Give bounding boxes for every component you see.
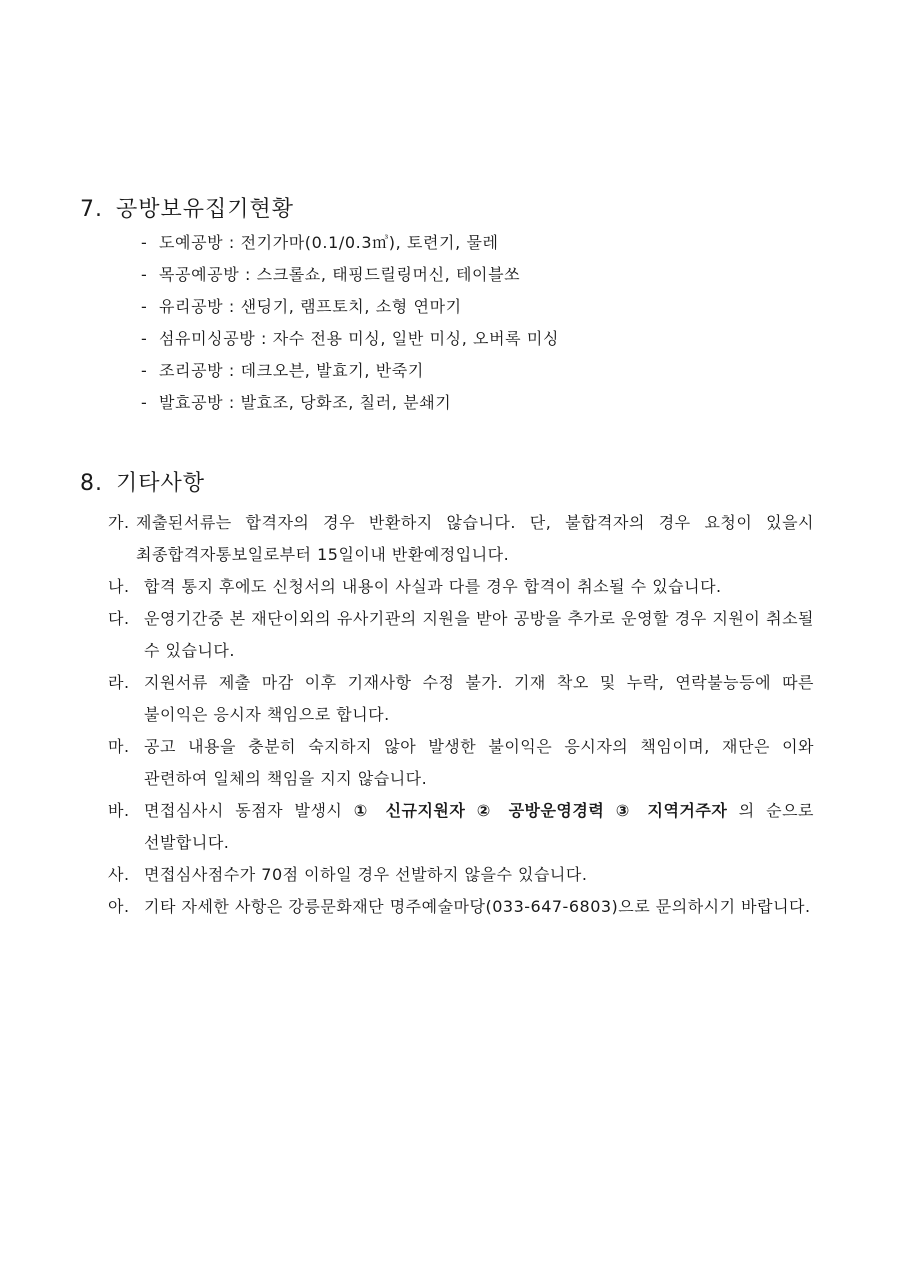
- note-text: 제출된서류는 합격자의 경우 반환하지 않습니다. 단, 불합격자의 경우 요청이 있을시 최종합격자통보일로부터 15일이내 반환예정입니다.: [136, 513, 814, 564]
- equipment-item: [141, 264, 559, 296]
- note-item: [108, 571, 814, 603]
- equipment-item-text: 목공예공방 : 스크롤쇼, 태핑드릴링머신, 테이블쏘: [159, 265, 521, 284]
- section-8-title: 기타사항: [116, 471, 206, 496]
- note-marker: 아.: [108, 897, 130, 916]
- equipment-item-text: 섬유미싱공방 : 자수 전용 미싱, 일반 미싱, 오버록 미싱: [159, 329, 560, 348]
- list-dash: -: [141, 329, 148, 348]
- note-item: [108, 603, 814, 667]
- equipment-item-text: 조리공방 : 데크오븐, 발효기, 반죽기: [159, 361, 424, 380]
- list-dash: -: [141, 233, 148, 252]
- note-item: [108, 859, 814, 891]
- note-item: [108, 731, 814, 795]
- note-text-tiebreak: [144, 795, 814, 859]
- note-text: 운영기간중 본 재단이외의 유사기관의 지원을 받아 공방을 추가로 운영할 경우 지원이 취소될 수 있습니다.: [144, 609, 814, 660]
- note-marker: 마.: [108, 737, 130, 756]
- note-text: 지원서류 제출 마감 이후 기재사항 수정 불가. 기재 착오 및 누락, 연락불능등에 따른 불이익은 응시자 책임으로 합니다.: [144, 673, 814, 724]
- section-8-heading: [80, 466, 205, 497]
- list-dash: -: [141, 265, 148, 284]
- list-dash: -: [141, 297, 148, 316]
- note-item: [108, 795, 814, 859]
- note-marker: 가.: [108, 513, 130, 532]
- priority-local-resident: ③ 지역거주자: [615, 801, 728, 820]
- note-item: [108, 667, 814, 731]
- notes-list: [108, 507, 814, 923]
- note-marker: 바.: [108, 801, 130, 820]
- note-marker: 사.: [108, 865, 130, 884]
- note-text: 면접심사점수가 70점 이하일 경우 선발하지 않을수 있습니다.: [144, 865, 588, 884]
- note-marker: 다.: [108, 609, 130, 628]
- equipment-item: [141, 360, 559, 392]
- section-7-heading: [80, 192, 294, 223]
- list-dash: -: [141, 361, 148, 380]
- equipment-item: [141, 232, 559, 264]
- equipment-item-text: 유리공방 : 샌딩기, 램프토치, 소형 연마기: [159, 297, 462, 316]
- equipment-item-text: 발효공방 : 발효조, 당화조, 칠러, 분쇄기: [159, 393, 452, 412]
- note-text-pre: 면접심사시 동점자 발생시: [144, 801, 354, 820]
- section-7-number: 7.: [80, 197, 103, 222]
- note-text-post: 의 순으로 선발합니다.: [144, 801, 814, 852]
- equipment-item: [141, 328, 559, 360]
- list-dash: -: [141, 393, 148, 412]
- note-text: 기타 자세한 사항은 강릉문화재단 명주예술마당(033-647-6803)으로 문의하시기 바랍니다.: [144, 897, 811, 916]
- note-text: 공고 내용을 충분히 숙지하지 않아 발생한 불이익은 응시자의 책임이며, 재단은 이와 관련하여 일체의 책임을 지지 않습니다.: [144, 737, 814, 788]
- note-marker: 라.: [108, 673, 130, 692]
- equipment-list: [141, 232, 559, 424]
- section-7-title: 공방보유집기현황: [116, 197, 295, 222]
- note-item: [108, 507, 814, 571]
- note-marker: 나.: [108, 577, 130, 596]
- priority-workshop-experience: ② 공방운영경력: [476, 801, 605, 820]
- note-text: 합격 통지 후에도 신청서의 내용이 사실과 다를 경우 합격이 취소될 수 있습니다.: [144, 577, 722, 596]
- equipment-item-text: 도예공방 : 전기가마(0.1/0.3㎥), 토련기, 물레: [159, 233, 499, 252]
- section-8-number: 8.: [80, 471, 103, 496]
- note-item: [108, 891, 814, 923]
- equipment-item: [141, 296, 559, 328]
- equipment-item: [141, 392, 559, 424]
- priority-new-applicant: ① 신규지원자: [353, 801, 466, 820]
